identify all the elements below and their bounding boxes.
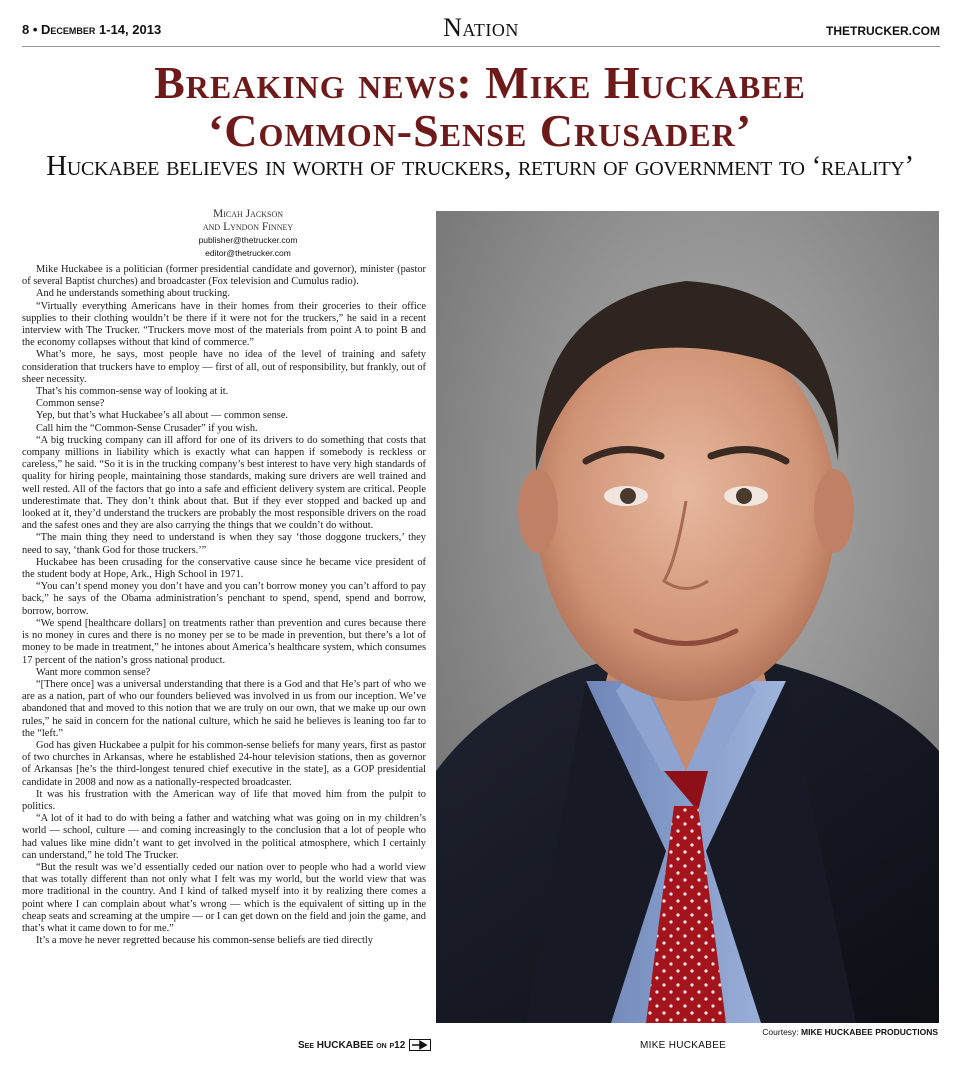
continue-label: See HUCKABEE on p12 xyxy=(298,1039,406,1051)
portrait-photo xyxy=(436,211,939,1023)
site-url[interactable]: THETRUCKER.COM xyxy=(826,24,940,38)
article-paragraph: “A big trucking company can ill afford for one of its drivers to do something that costs that company millions in liability which is exactly what can happen if somebody is reckless or careless,” he said. “So it is in the trucking company’s best interest to have very high standards of quality for hiring people, maintaining those standards, making sure drivers are well trained and well rested. All of the factors that go into a safe and efficient delivery system are critical. People underestimate that. They don’t think about that. But if they ever stopped and backed up and looked at it, they’d understand the truckers are probably the most responsible drivers on the road and the safest ones and they are also carrying the things that we couldn’t do without. xyxy=(22,434,426,532)
page-header xyxy=(22,10,940,47)
photo-credit xyxy=(762,1027,938,1037)
author-1: Micah Jackson xyxy=(212,208,284,220)
issue-date: 8 • December 1-14, 2013 xyxy=(22,22,162,37)
article-paragraph: What’s more, he says, most people have no idea of the level of training and safety consideration that truckers have to employ — first of all, out of responsibility, but frankly, out of sheer necessity. xyxy=(22,349,426,385)
article-paragraph: That’s his common-sense way of looking at it. xyxy=(36,386,229,398)
article-paragraph: Common sense? xyxy=(36,398,105,410)
author-2: and Lyndon Finney xyxy=(202,221,294,233)
article-paragraph: “But the result was we’d essentially ceded our nation over to people who had a world view that was totally different than not only what I felt was my world, but the world view that was more traditional in the country. And I kind of talked myself into it by realizing there comes a point where I can complain about what’s wrong — which is the equivalent of sitting up in the cheap seats and screaming at the umpire — or I can get down on the field and join the game, and that’s what it came down to for me.” xyxy=(22,861,426,934)
article-body xyxy=(22,264,426,947)
section-title: Nation xyxy=(443,13,519,42)
editor-email[interactable]: editor@thetrucker.com xyxy=(205,248,291,258)
article-paragraph: Yep, but that’s what Huckabee’s all about — common sense. xyxy=(36,410,289,422)
subheadline: Huckabee believes in worth of truckers, return of government to ‘reality’ xyxy=(46,150,914,182)
article-paragraph: “We spend [healthcare dollars] on treatments rather than prevention and cures because there is no money in cures and there is no money per se to be made in prevention, but there’s a lot of money to be made in treatment,” he intones about America’s healthcare system, which consumes 17 percent of the nation’s gross national product. xyxy=(22,617,426,666)
photo-caption: MIKE HUCKABEE xyxy=(640,1040,727,1051)
article-paragraph: “You can’t spend money you don’t have and you can’t borrow money you can’t afford to pay back,” he says of the Obama administration’s penchant to spend, spend, spend and borrow, borrow, borrow. xyxy=(22,581,426,617)
article-paragraph: God has given Huckabee a pulpit for his common-sense beliefs for many years, first as pastor of two churches in Arkansas, where he established 24-hour television stations, then as governor of Arkansas [he’s the third-longest tenured chief executive in the state], as a GOP presidential candidate in 2008 and now as a nationally-respected broadcaster. xyxy=(22,739,426,788)
article-paragraph: “[There once] was a universal understanding that there is a God and that He’s part of who we are as a nation, part of who our founders believed was involved in us from our inception. We’ve abandoned that and moved to this notion that we are truly on our own, that we make up our own rules,” he said in concern for the national culture, which he said he believes is leaning too far to the “left.” xyxy=(22,678,426,739)
article-paragraph: And he understands something about trucking. xyxy=(36,288,230,300)
article-paragraph: “The main thing they need to understand is when they say ‘those doggone truckers,’ they need to say, ‘thank God for those truckers.’” xyxy=(22,532,426,556)
article-paragraph: Huckabee has been crusading for the conservative cause since he became vice president of the student body at Hope, Ark., High School in 1971. xyxy=(22,556,426,581)
publisher-email[interactable]: publisher@thetrucker.com xyxy=(198,235,298,245)
portrait-illustration xyxy=(436,211,939,1023)
credit-prefix: Courtesy: xyxy=(762,1027,799,1037)
continue-jump[interactable] xyxy=(298,1039,431,1051)
right-arrow-icon xyxy=(409,1039,431,1051)
headline-line2: ‘Common-Sense Crusader’ xyxy=(207,105,753,156)
byline xyxy=(148,208,348,260)
article-paragraph: Mike Huckabee is a politician (former presidential candidate and governor), minister (pastor of several Baptist churches) and broadcaster (Fox television and Cumulus radio). xyxy=(22,264,426,288)
credit-name: MIKE HUCKABEE PRODUCTIONS xyxy=(801,1027,938,1037)
article-paragraph: “Virtually everything Americans have in their homes from their groceries to their office supplies to their clothing wouldn’t be there if it were not for the truckers,” he said in a recent interview with The Trucker. “Truckers move most of the materials from point A to point B and the economy collapses without that kind of commerce.” xyxy=(22,300,426,349)
article-paragraph: It was his frustration with the American way of life that moved him from the pulpit to politics. xyxy=(22,788,426,812)
article-paragraph: Want more common sense? xyxy=(36,666,151,678)
article-paragraph: It’s a move he never regretted because his common-sense beliefs are tied directly xyxy=(36,935,373,947)
article-paragraph: Call him the “Common-Sense Crusader” if you wish. xyxy=(36,422,258,434)
headline-line1: Breaking news: Mike Huckabee xyxy=(154,57,806,108)
article-paragraph: “A lot of it had to do with being a father and watching what was going on in my children’s world — school, culture — and coming increasingly to the conclusion that a lot of people who had values like mine didn’t want to get involved in the political atmosphere, which I certainly can understand,” he told The Trucker. xyxy=(22,813,426,861)
